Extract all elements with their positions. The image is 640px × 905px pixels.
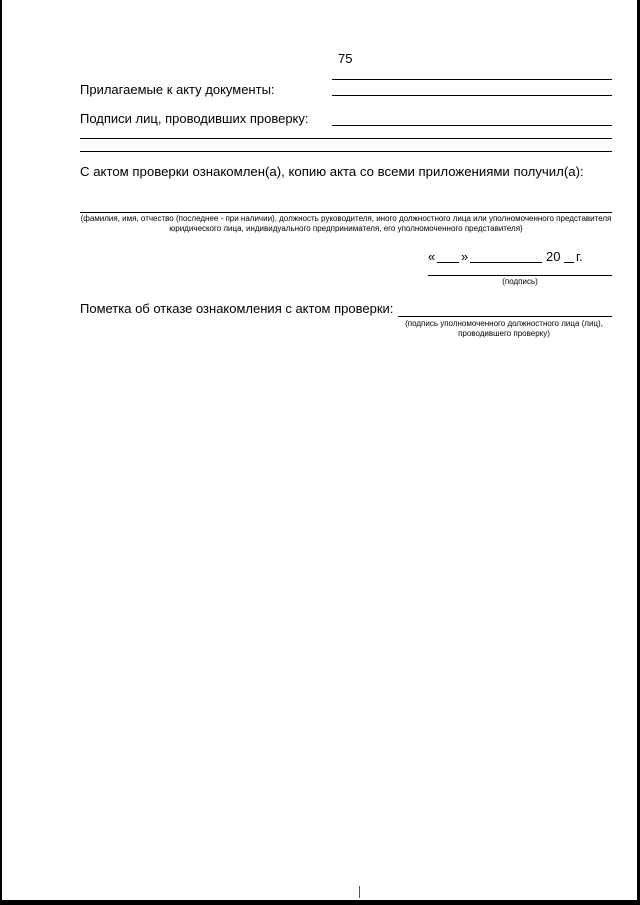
date-open-quote: « <box>428 249 436 264</box>
signatures-label: Подписи лиц, проводивших проверку: <box>80 111 309 126</box>
refusal-label: Пометка об отказе ознакомления с актом проверки: <box>80 301 394 316</box>
attached-documents-label: Прилагаемые к акту документы: <box>80 82 275 97</box>
signatures-line-2[interactable] <box>80 138 612 139</box>
date-close-quote: » <box>461 249 469 264</box>
date-day-line[interactable] <box>437 262 459 263</box>
signature-caption: (подпись) <box>502 277 538 286</box>
date-year-suffix: г. <box>576 249 583 264</box>
signature-line[interactable] <box>428 275 612 276</box>
date-year-prefix: 20 <box>546 249 561 264</box>
scan-tick-mark <box>359 886 360 898</box>
signatures-line-3[interactable] <box>80 151 612 152</box>
official-signature-caption: (подпись уполномоченного должностного лица (лиц), проводившего проверку) <box>405 319 603 338</box>
date-year-line[interactable] <box>564 262 574 263</box>
page-number: 75 <box>338 51 353 66</box>
refusal-line[interactable] <box>398 316 612 317</box>
name-caption: (фамилия, имя, отчество (последнее - при наличии), должность руководителя, иного должностного лица или уполномоченного представителя юридического лица, индивидуального предпринимателя, его уполномоченного представителя) <box>80 214 612 233</box>
name-line[interactable] <box>80 212 612 213</box>
attached-documents-line-2[interactable] <box>332 95 612 96</box>
date-month-line[interactable] <box>470 262 542 263</box>
page-edge-left <box>0 0 2 905</box>
signatures-line-1[interactable] <box>332 125 612 126</box>
attached-documents-line-1[interactable] <box>332 79 612 80</box>
page-edge-bottom <box>0 900 640 905</box>
acquainted-text: С актом проверки ознакомлен(а), копию акта со всеми приложениями получил(а): <box>80 164 584 179</box>
